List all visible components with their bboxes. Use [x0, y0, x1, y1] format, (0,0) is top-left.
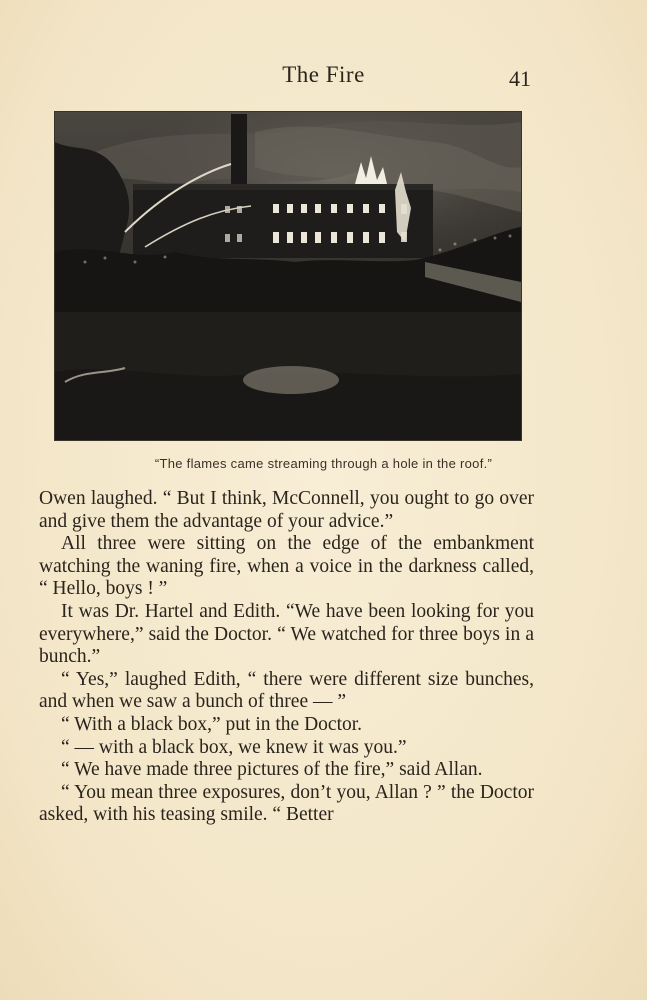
paragraph: “ We have made three pictures of the fire,” said Allan. [61, 759, 483, 781]
paragraph: “ You mean three exposures, don’t you, Allan ? ” the Doctor asked, with his teasing smile. “ Better [39, 781, 534, 826]
paragraph: It was Dr. Hartel and Edith. “We have been looking for you everywhere,” said the Doctor. “ We watched for three boys in a bunch.” [39, 600, 534, 668]
fire-illustration [54, 111, 522, 441]
paragraph: “ With a black box,” put in the Doctor. [61, 713, 363, 735]
running-title: The Fire [282, 62, 365, 87]
fire-scene-image [55, 112, 521, 440]
paragraph: All three were sitting on the edge of the embankment watching the waning fire, when a voice in the darkness called, “ Hello, boys ! ” [39, 533, 534, 600]
illustration-caption: “The flames came streaming through a hole in the roof.” [154, 456, 493, 471]
paragraph: Owen laughed. “ But I think, McConnell, you ought to go over and give them the advantage of your advice.” [39, 488, 534, 532]
body-text [39, 488, 534, 827]
paragraph: “ Yes,” laughed Edith, “ there were different size bunches, and when we saw a bunch of three — ” [39, 668, 534, 713]
paragraph: “ — with a black box, we knew it was you.” [61, 736, 407, 758]
page-number: 41 [509, 66, 531, 91]
